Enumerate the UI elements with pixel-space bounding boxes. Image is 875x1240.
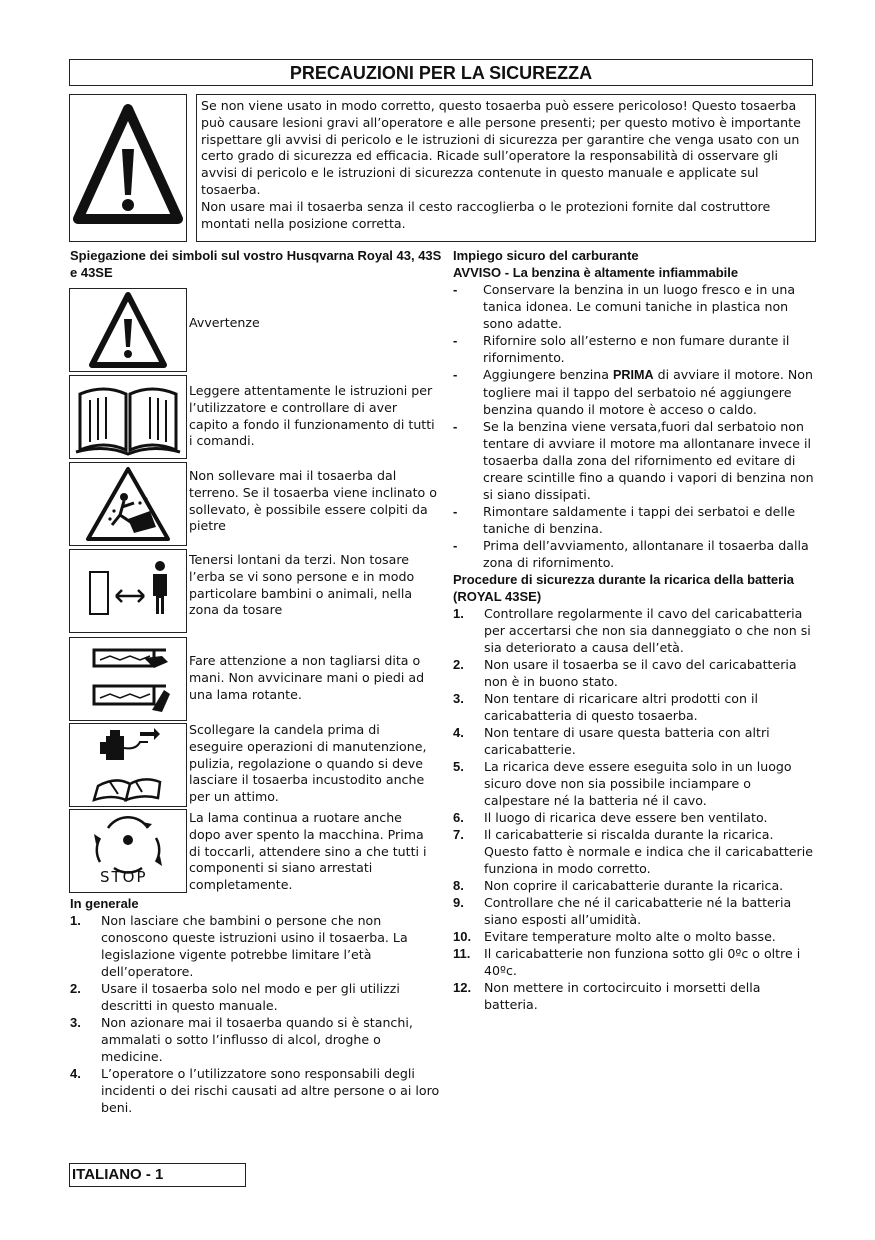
page-footer: ITALIANO - 1 (69, 1163, 246, 1187)
list-item: 11. Il caricabatterie non funziona sotto gli 0ºc o oltre i 40ºc. (453, 946, 801, 978)
list-item: - Aggiungere benzina PRIMA di avviare il motore. Non togliere mai il tappo del serbatoio né aggiungere benzina quando il motore è acceso o caldo. (453, 367, 813, 417)
symbol-box (69, 637, 187, 721)
tilt-mower-stones-icon (70, 463, 186, 545)
list-item: 3. Non tentare di ricaricare altri prodotti con il caricabatteria di questo tosaerba. (453, 691, 758, 723)
list-item: 2. Usare il tosaerba solo nel modo e per gli utilizzi descritti in questo manuale. (70, 981, 400, 1013)
symbol-box (69, 375, 187, 459)
battery-list (453, 605, 818, 1013)
symbol-text: Fare attenzione a non tagliarsi dita o mani. Non avvicinare mani o piedi ad una lama rotante. (189, 653, 425, 702)
warning-triangle-icon (70, 289, 186, 371)
keep-distance-icon (70, 550, 186, 632)
symbol-box (69, 549, 187, 633)
fuel-heading: Impiego sicuro del carburante (453, 248, 639, 263)
fuel-warning: AVVISO - La benzina è altamente infiammabile (453, 265, 739, 280)
symbol-box (69, 462, 187, 546)
list-item: 3. Non azionare mai il tosaerba quando si è stanchi, ammalati o sotto l’influsso di alcol, droghe o medicine. (70, 1015, 413, 1064)
battery-heading: Procedure di sicurezza durante la ricarica della batteria (ROYAL 43SE) (453, 572, 795, 604)
page-title: PRECAUZIONI PER LA SICUREZZA (69, 59, 813, 86)
warning-triangle-icon (70, 95, 186, 241)
list-item: - Rifornire solo all’esterno e non fumare durante il rifornimento. (453, 333, 790, 365)
symbol-text: Tenersi lontani da terzi. Non tosare l’erba se vi sono persone e in modo particolare bambini o animali, nella zona da tosare (189, 552, 415, 618)
list-item: 9. Controllare che né il caricabatterie né la batteria siano esposti all’umidità. (453, 895, 792, 927)
list-item: 6. Il luogo di ricarica deve essere ben ventilato. (453, 810, 768, 825)
symbol-text: La lama continua a ruotare anche dopo aver spento la macchina. Prima di toccarli, attendere sino a che tutti i componenti si siano arrestati completamente. (189, 810, 427, 893)
general-list (70, 912, 440, 1116)
list-item: 10. Evitare temperature molto alte o molto basse. (453, 929, 776, 944)
symbol-text: Avvertenze (189, 315, 260, 330)
list-item: 2. Non usare il tosaerba se il cavo del caricabatteria non è in buono stato. (453, 657, 797, 689)
intro-text (201, 98, 811, 232)
symbol-text: Non sollevare mai il tosaerba dal terreno. Se il tosaerba viene inclinato o sollevato, è possibile essere colpiti da pietre (189, 468, 437, 534)
stop-label: STOP (100, 868, 148, 886)
open-book-icon (70, 376, 186, 458)
list-item: 8. Non coprire il caricabatterie durante la ricarica. (453, 878, 784, 893)
spark-plug-disconnect-icon (70, 724, 186, 806)
list-item: 1. Controllare regolarmente il cavo del caricabatteria per accertarsi che non sia danneggiato o che non si sia deteriorato a causa dell’età. (453, 606, 811, 655)
list-item: - Prima dell’avviamento, allontanare il tosaerba dalla zona di rifornimento. (453, 538, 809, 570)
list-item: 5. La ricarica deve essere eseguita solo in un luogo sicuro dove non sia possibile inciampare o calpestare né la batteria né il cavo. (453, 759, 792, 808)
list-item: - Conservare la benzina in un luogo fresco e in una tanica idonea. Le comuni taniche in plastica non sono adatte. (453, 282, 796, 331)
list-item: 4. L’operatore o l’utilizzatore sono responsabili degli incidenti o dei rischi causati ad altre persone o ai loro beni. (70, 1066, 440, 1115)
fuel-list (453, 281, 818, 571)
general-heading: In generale (70, 896, 139, 911)
list-item: 12. Non mettere in cortocircuito i morsetti della batteria. (453, 980, 761, 1012)
intro-paragraph: Se non viene usato in modo corretto, questo tosaerba può essere pericoloso! Questo tosaerba può causare lesioni gravi all’operatore e alle persone presenti; per questo motivo è importante rispettare gli avvisi di pericolo e le istruzioni di sicurezza per garantire che venga usato con un certo grado di sicurezza ed efficacia. Ricade sull’operatore la responsabilità di osservare gli avvisi di pericolo e le istruzioni di sicurezza contenute in questo manuale e applicate sul tosaerba. (201, 98, 801, 197)
symbols-heading: Spiegazione dei simboli sul vostro Husqvarna Royal 43, 43S e 43SE (70, 248, 442, 280)
list-item: - Rimontare saldamente i tappi dei serbatoi e delle taniche di benzina. (453, 504, 796, 536)
list-item: - Se la benzina viene versata,fuori dal serbatoio non tentare di avviare il motore ma allontanare invece il tosaerba dalla zona del rifornimento ed evitare di creare scintille fino a quando i vapori di benzina non si siano dissipati. (453, 419, 814, 502)
right-column (453, 247, 818, 1013)
symbol-box (69, 723, 187, 807)
blade-hand-foot-icon (70, 638, 186, 720)
intro-warning-icon-box (69, 94, 187, 242)
intro-paragraph: Non usare mai il tosaerba senza il cesto raccoglierba o le protezioni fornite dal costruttore montati nella posizione corretta. (201, 198, 771, 231)
symbol-text: Scollegare la candela prima di eseguire operazioni di manutenzione, pulizia, regolazione o quando si deve lasciare il tosaerba incustodito anche per un attimo. (189, 722, 427, 805)
symbol-text: Leggere attentamente le istruzioni per l’utilizzatore e controllare di aver capito a fondo il funzionamento di tutti i comandi. (189, 383, 435, 449)
list-item: 7. Il caricabatterie si riscalda durante la ricarica. Questo fatto è normale e indica che il caricabatterie funziona in modo corretto. (453, 827, 813, 876)
list-item: 1. Non lasciare che bambini o persone che non conoscono queste istruzioni usino il tosaerba. La legislazione vigente potrebbe limitare l’età dell’operatore. (70, 913, 408, 979)
list-item: 4. Non tentare di usare questa batteria con altri caricabatterie. (453, 725, 770, 757)
symbol-box (69, 288, 187, 372)
